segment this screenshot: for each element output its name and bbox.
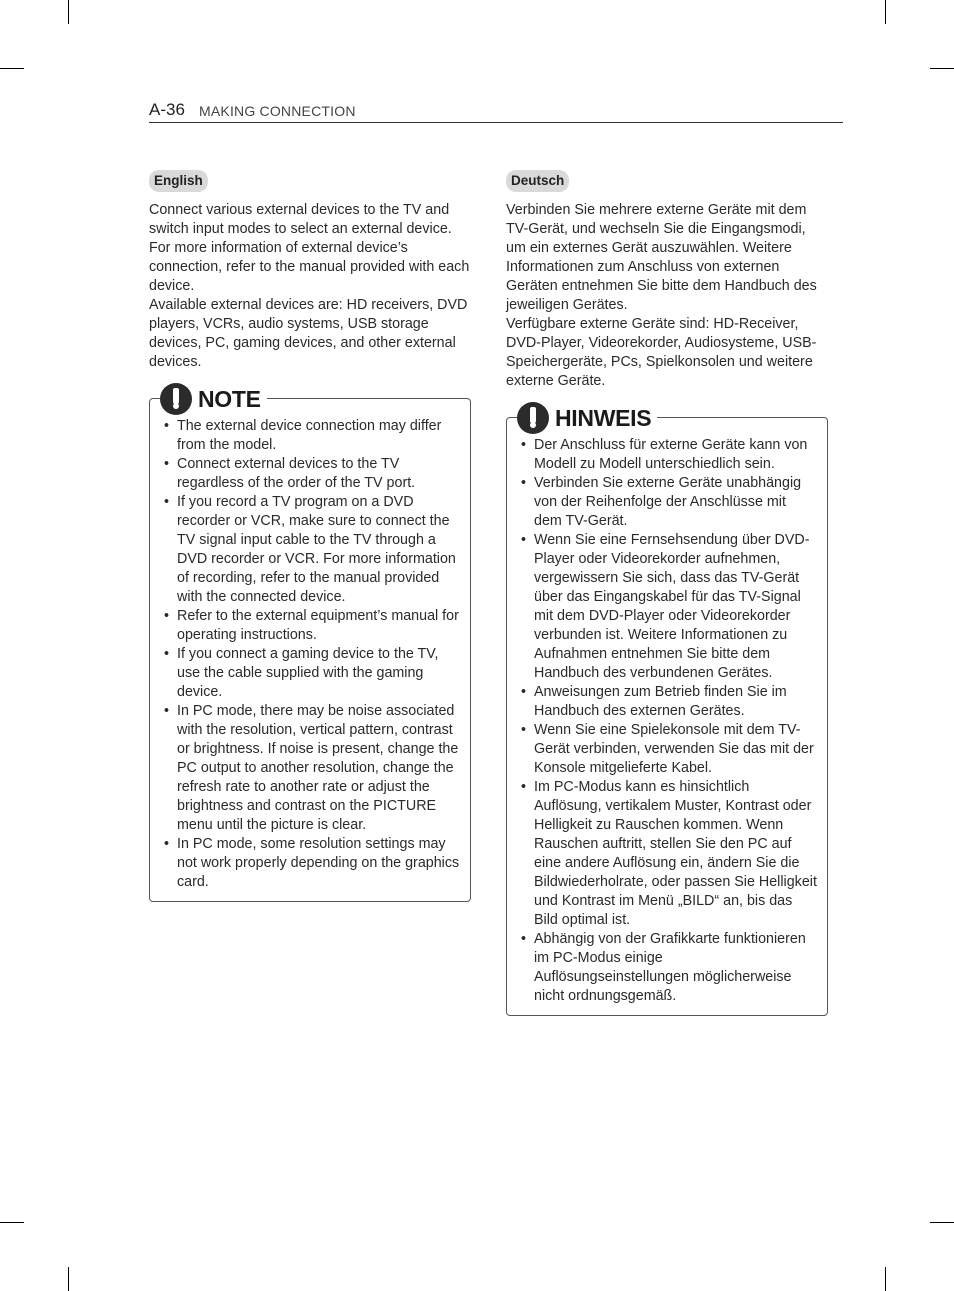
crop-mark [68, 1267, 69, 1291]
note-list [162, 417, 460, 892]
section-title: MAKING CONNECTION [199, 103, 356, 119]
hinweis-header [517, 402, 657, 434]
list-item: • If you connect a gaming device to the TV, use the cable supplied with the gaming device. [162, 645, 460, 702]
deutsch-intro [506, 201, 828, 391]
hinweis-title: HINWEIS [555, 404, 652, 431]
paragraph: Verfügbare externe Geräte sind: HD-Receiver, DVD-Player, Videorekorder, Audiosysteme, USB-Speichergeräte, PCs, Spielkonsolen und weitere externe Geräte. [506, 316, 817, 389]
list-item: • Wenn Sie eine Fernsehsendung über DVD-Player oder Videorekorder aufnehmen, vergewissern Sie sich, dass das TV-Gerät über das Eingangskabel für das TV-Signal mit dem DVD-Player oder Videorekorder verbunden ist. Weitere Informationen zu Aufnahmen entnehmen Sie bitte dem Handbuch des verbundenen Gerätes. [519, 531, 817, 683]
note-title: NOTE [198, 385, 261, 412]
crop-mark [0, 68, 24, 69]
list-item: • In PC mode, some resolution settings may not work properly depending on the graphics card. [162, 835, 460, 892]
list-item: • Im PC-Modus kann es hinsichtlich Auflösung, vertikalem Muster, Kontrast oder Helligkeit zu Rauschen kommen. Wenn Rauschen auftritt, stellen Sie den PC auf eine andere Auflösung ein, ändern Sie die Bildwiederholrate, oder passen Sie Helligkeit und Kontrast im Menü „BILD“ an, bis das Bild optimal ist. [519, 778, 817, 930]
crop-mark [0, 1222, 24, 1223]
crop-mark [930, 68, 954, 69]
language-badge-deutsch: Deutsch [506, 170, 569, 192]
list-item: • Connect external devices to the TV regardless of the order of the TV port. [162, 455, 460, 493]
list-item: • Wenn Sie eine Spielekonsole mit dem TV-Gerät verbinden, verwenden Sie das mit der Konsole mitgelieferte Kabel. [519, 721, 817, 778]
crop-mark [930, 1222, 954, 1223]
paragraph: Connect various external devices to the TV and switch input modes to select an external device. For more information of external device’s connection, refer to the manual provided with each device. [149, 202, 470, 294]
paragraph: Verbinden Sie mehrere externe Geräte mit dem TV-Gerät, und wechseln Sie die Eingangsmodi, um ein externes Gerät auszuwählen. Weitere Informationen zum Anschluss von externen Geräten entnehmen Sie bitte dem Handbuch des jeweiligen Gerätes. [506, 202, 817, 313]
hinweis-list [519, 436, 817, 1006]
crop-mark [885, 1267, 886, 1291]
list-item: • The external device connection may differ from the model. [162, 417, 460, 455]
paragraph: Available external devices are: HD receivers, DVD players, VCRs, audio systems, USB storage devices, PC, gaming devices, and other external devices. [149, 297, 468, 370]
list-item: • Abhängig von der Grafikkarte funktionieren im PC-Modus einige Auflösungseinstellungen möglicherweise nicht ordnungsgemäß. [519, 930, 817, 1006]
list-item: • If you record a TV program on a DVD recorder or VCR, make sure to connect the TV signal input cable to the TV through a DVD recorder or VCR. For more information of recording, refer to the manual provided with the connected device. [162, 493, 460, 607]
list-item: • In PC mode, there may be noise associated with the resolution, vertical pattern, contrast or brightness. If noise is present, change the PC output to another resolution, change the refresh rate to another rate or adjust the brightness and contrast on the PICTURE menu until the picture is clear. [162, 702, 460, 835]
deutsch-column [506, 170, 828, 1016]
note-box [149, 385, 471, 902]
exclamation-icon [517, 402, 549, 434]
page-number: A-36 [149, 100, 185, 119]
english-intro [149, 201, 471, 372]
english-column [149, 170, 471, 902]
exclamation-icon [160, 383, 192, 415]
page-header [149, 100, 843, 123]
language-badge-english: English [149, 170, 208, 192]
list-item: • Refer to the external equipment’s manual for operating instructions. [162, 607, 460, 645]
crop-mark [885, 0, 886, 24]
list-item: • Verbinden Sie externe Geräte unabhängig von der Reihenfolge der Anschlüsse mit dem TV-Gerät. [519, 474, 817, 531]
note-header [160, 383, 267, 415]
list-item: • Der Anschluss für externe Geräte kann von Modell zu Modell unterschiedlich sein. [519, 436, 817, 474]
list-item: • Anweisungen zum Betrieb finden Sie im Handbuch des externen Gerätes. [519, 683, 817, 721]
crop-mark [68, 0, 69, 24]
hinweis-box [506, 404, 828, 1016]
